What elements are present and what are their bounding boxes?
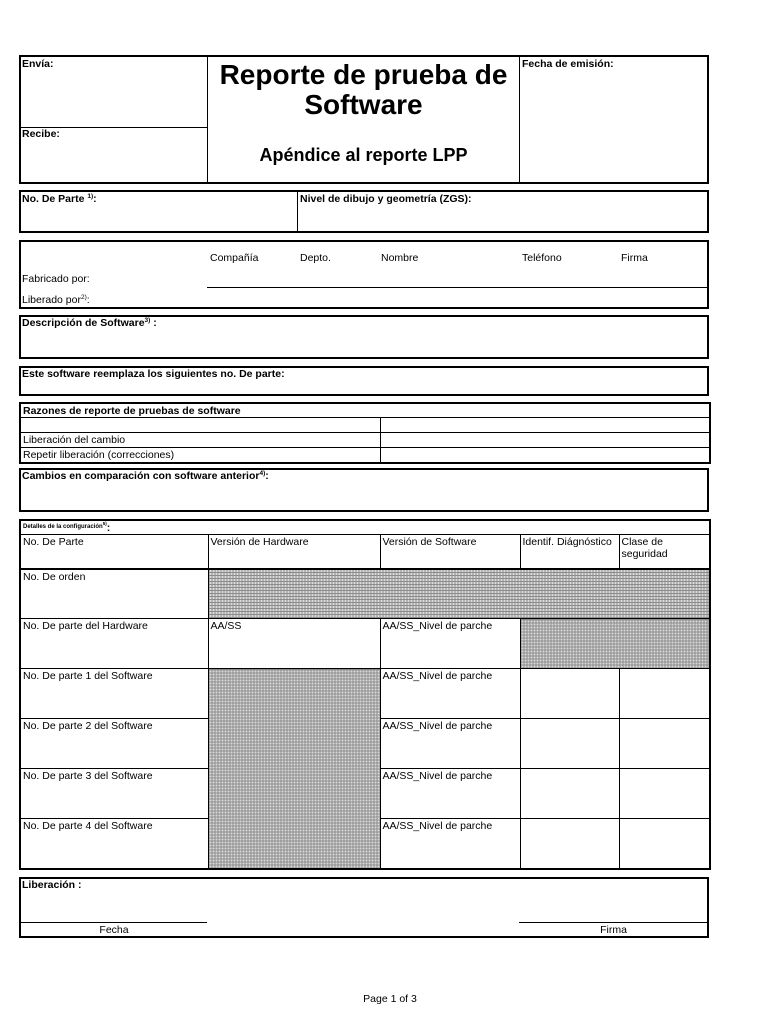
column-company: Compañía [210,252,259,264]
part-info-divider [297,192,298,231]
manufactured-by-label: Fabricado por: [22,273,90,285]
test-reason-blank-cell [20,418,380,433]
responsibility-block [19,240,709,309]
row-label-software-part-3: No. De parte 3 del Software [20,769,208,819]
changes-label [22,470,269,482]
software-version-value: AA/SS_Nivel de parche [380,719,520,769]
diagnostic-id-cell [520,819,619,869]
shaded-cell [208,569,710,619]
column-phone: Teléfono [522,252,562,264]
diagnostic-id-cell [520,669,619,719]
row-label-software-part-4: No. De parte 4 del Software [20,819,208,869]
date-signature-line [21,922,207,923]
table-row-order [20,569,710,619]
software-version-value: AA/SS_Nivel de parche [380,669,520,719]
row-label-hardware-part: No. De parte del Hardware [20,619,208,669]
configuration-title: Detalles de la configuración [23,524,103,530]
software-description-footnote: 3) [144,317,151,324]
software-version-value: AA/SS_Nivel de parche [380,769,520,819]
column-name: Nombre [381,252,419,264]
table-row-software-1 [20,669,710,719]
row-label-software-part-1: No. De parte 1 del Software [20,669,208,719]
changes-text: Cambios en comparación con software anterior [22,470,260,482]
configuration-table [19,519,711,870]
sender-label: Envía: [22,58,54,70]
changes-footnote: 4) [259,470,266,477]
part-number-suffix: : [93,193,97,205]
configuration-title-row [20,520,710,535]
safety-class-cell [619,819,710,869]
configuration-title-suffix: : [106,522,111,534]
row-label-software-part-2: No. De parte 2 del Software [20,719,208,769]
software-description-block [19,315,709,359]
test-reason-change-release: Liberación del cambio [20,433,380,448]
header-safety-class: Clase de seguridad [619,535,710,569]
header-software-version: Versión de Software [380,535,520,569]
released-by-footnote: 2) [80,294,87,301]
receiver-label: Recibe: [22,128,60,140]
row-label-order-number: No. De orden [20,569,208,619]
page-indicator: Page 1 of 3 [363,993,417,1005]
software-version-value: AA/SS_Nivel de parche [380,819,520,869]
part-number-text: No. De Parte [22,193,88,205]
configuration-title-cell [20,520,710,535]
diagnostic-id-cell [520,769,619,819]
test-reason-mark-cell [380,418,710,433]
test-reason-mark-cell [380,433,710,448]
manufactured-by-line [207,287,707,288]
safety-class-cell [619,769,710,819]
released-by-label [22,294,90,306]
test-reason-row [20,448,710,463]
release-block [19,877,709,938]
part-info-block [19,190,709,233]
changes-block [19,468,709,512]
test-reasons-title: Razones de reporte de pruebas de software [20,403,710,418]
test-reason-repeat-release: Repetir liberación (correcciones) [20,448,380,463]
safety-class-cell [619,719,710,769]
table-row-hardware [20,619,710,669]
issue-date-label: Fecha de emisión: [522,58,614,70]
changes-suffix: : [265,470,269,482]
shaded-cell [520,619,710,669]
header-divider-right [519,57,520,182]
test-reason-row [20,433,710,448]
test-reason-mark-cell [380,448,710,463]
drawing-level-label: Nivel de dibujo y geometría (ZGS): [300,193,472,205]
signature-line [519,922,707,923]
part-number-label [22,193,97,205]
released-by-suffix: : [86,294,90,306]
shaded-cell [208,669,380,869]
test-reasons-blank-row [20,418,710,433]
header-part-number: No. De Parte [20,535,208,569]
release-label: Liberación : [22,879,82,891]
released-by-text: Liberado por [22,294,81,306]
replaced-parts-block [19,366,709,396]
column-signature: Firma [621,252,648,264]
safety-class-cell [619,669,710,719]
part-number-footnote: 1) [87,193,94,200]
document-title: Reporte de prueba de Software [219,59,508,120]
replaced-parts-label: Este software reemplaza los siguientes no. De parte: [22,368,285,380]
header-diagnostic-id: Identif. Diágnóstico [520,535,619,569]
test-reasons-title-row [20,403,710,418]
column-department: Depto. [300,252,331,264]
software-description-label [22,317,157,329]
signature-label: Firma [600,924,627,936]
software-description-text: Descripción de Software [22,317,145,329]
test-reasons-table [19,402,711,464]
configuration-footnote: 5) [102,521,107,526]
hardware-version-value: AA/SS [208,619,380,669]
header-block [19,55,709,184]
diagnostic-id-cell [520,719,619,769]
header-hardware-version: Versión de Hardware [208,535,380,569]
software-description-suffix: : [150,317,157,329]
configuration-header-row [20,535,710,569]
software-version-value: AA/SS_Nivel de parche [380,619,520,669]
date-label: Fecha [99,924,129,936]
document-subtitle: Apéndice al reporte LPP [259,145,468,165]
